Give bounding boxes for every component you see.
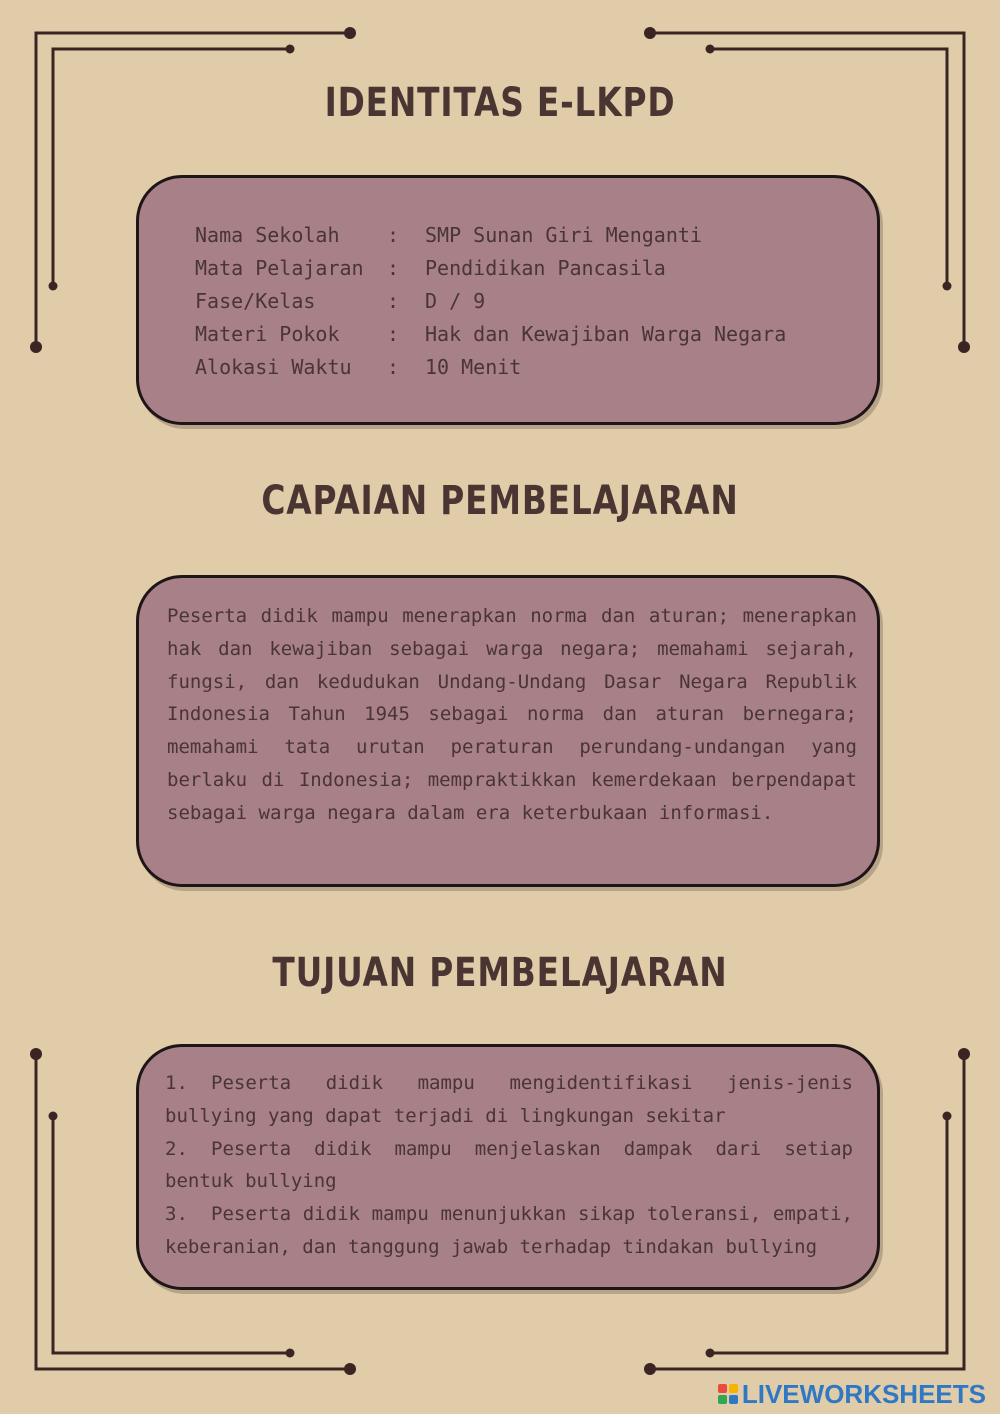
identity-row xyxy=(195,350,786,383)
objective-text: Peserta didik mampu menunjukkan sikap toleransi, empati, keberanian, dan tanggung jawab terhadap tindakan bullying xyxy=(165,1203,853,1258)
identity-table xyxy=(195,218,786,383)
identity-value: SMP Sunan Giri Menganti xyxy=(425,222,702,247)
logo-square-blue xyxy=(729,1395,738,1404)
logo-square-yellow xyxy=(729,1384,738,1393)
identity-card xyxy=(136,175,880,425)
objective-item xyxy=(165,1198,853,1264)
heading-identitas: IDENTITAS E-LKPD xyxy=(324,80,676,126)
outcomes-card xyxy=(136,575,880,887)
liveworksheets-logo-icon xyxy=(718,1384,738,1404)
liveworksheets-logo[interactable] xyxy=(718,1380,986,1408)
objective-number: 2. xyxy=(165,1137,188,1160)
objective-text: Peserta didik mampu menjelaskan dampak dari setiap bentuk bullying xyxy=(165,1137,853,1193)
liveworksheets-logo-text: LIVEWORKSHEETS xyxy=(741,1378,986,1409)
identity-value: 10 Menit xyxy=(425,354,522,379)
identity-row xyxy=(195,251,786,284)
identity-label: Mata Pelajaran xyxy=(195,255,364,280)
identity-row xyxy=(195,284,786,317)
identity-value: Pendidikan Pancasila xyxy=(425,255,666,280)
objectives-card xyxy=(136,1044,880,1290)
identity-label: Alokasi Waktu xyxy=(195,354,352,379)
logo-square-green xyxy=(718,1395,727,1404)
objective-item xyxy=(165,1133,853,1199)
objective-item xyxy=(165,1067,853,1133)
objective-text: Peserta didik mampu mengidentifikasi jenis-jenis bullying yang dapat terjadi di lingkungan sekitar xyxy=(165,1072,853,1127)
identity-label: Fase/Kelas xyxy=(195,288,316,313)
logo-square-red xyxy=(718,1384,727,1393)
identity-value: D / 9 xyxy=(425,288,486,313)
identity-separator: : xyxy=(387,222,400,247)
identity-label: Nama Sekolah xyxy=(195,222,340,247)
identity-label: Materi Pokok xyxy=(195,321,340,346)
objectives-list xyxy=(165,1067,853,1264)
outcomes-paragraph: Peserta didik mampu menerapkan norma dan aturan; menerapkan hak dan kewajiban sebagai warga negara; memahami sejarah, fungsi, dan kedudukan Undang-Undang Dasar Negara Republik Indonesia Tahun 1945 sebagai norma dan aturan bernegara; memahami tata urutan peraturan perundang-undangan yang berlaku di Indonesia; mempraktikkan kemerdekaan berpendapat sebagai warga negara dalam era keterbukaan informasi. xyxy=(167,605,857,824)
identity-value: Hak dan Kewajiban Warga Negara xyxy=(425,321,787,346)
identity-separator: : xyxy=(387,255,400,280)
identity-row xyxy=(195,218,786,251)
heading-tujuan: TUJUAN PEMBELAJARAN xyxy=(272,950,728,996)
objective-number: 1. xyxy=(165,1072,188,1094)
heading-capaian: CAPAIAN PEMBELAJARAN xyxy=(261,478,739,524)
objective-number: 3. xyxy=(165,1203,188,1226)
identity-separator: : xyxy=(387,288,400,313)
identity-row xyxy=(195,317,786,350)
identity-separator: : xyxy=(387,321,400,346)
identity-separator: : xyxy=(387,354,400,379)
